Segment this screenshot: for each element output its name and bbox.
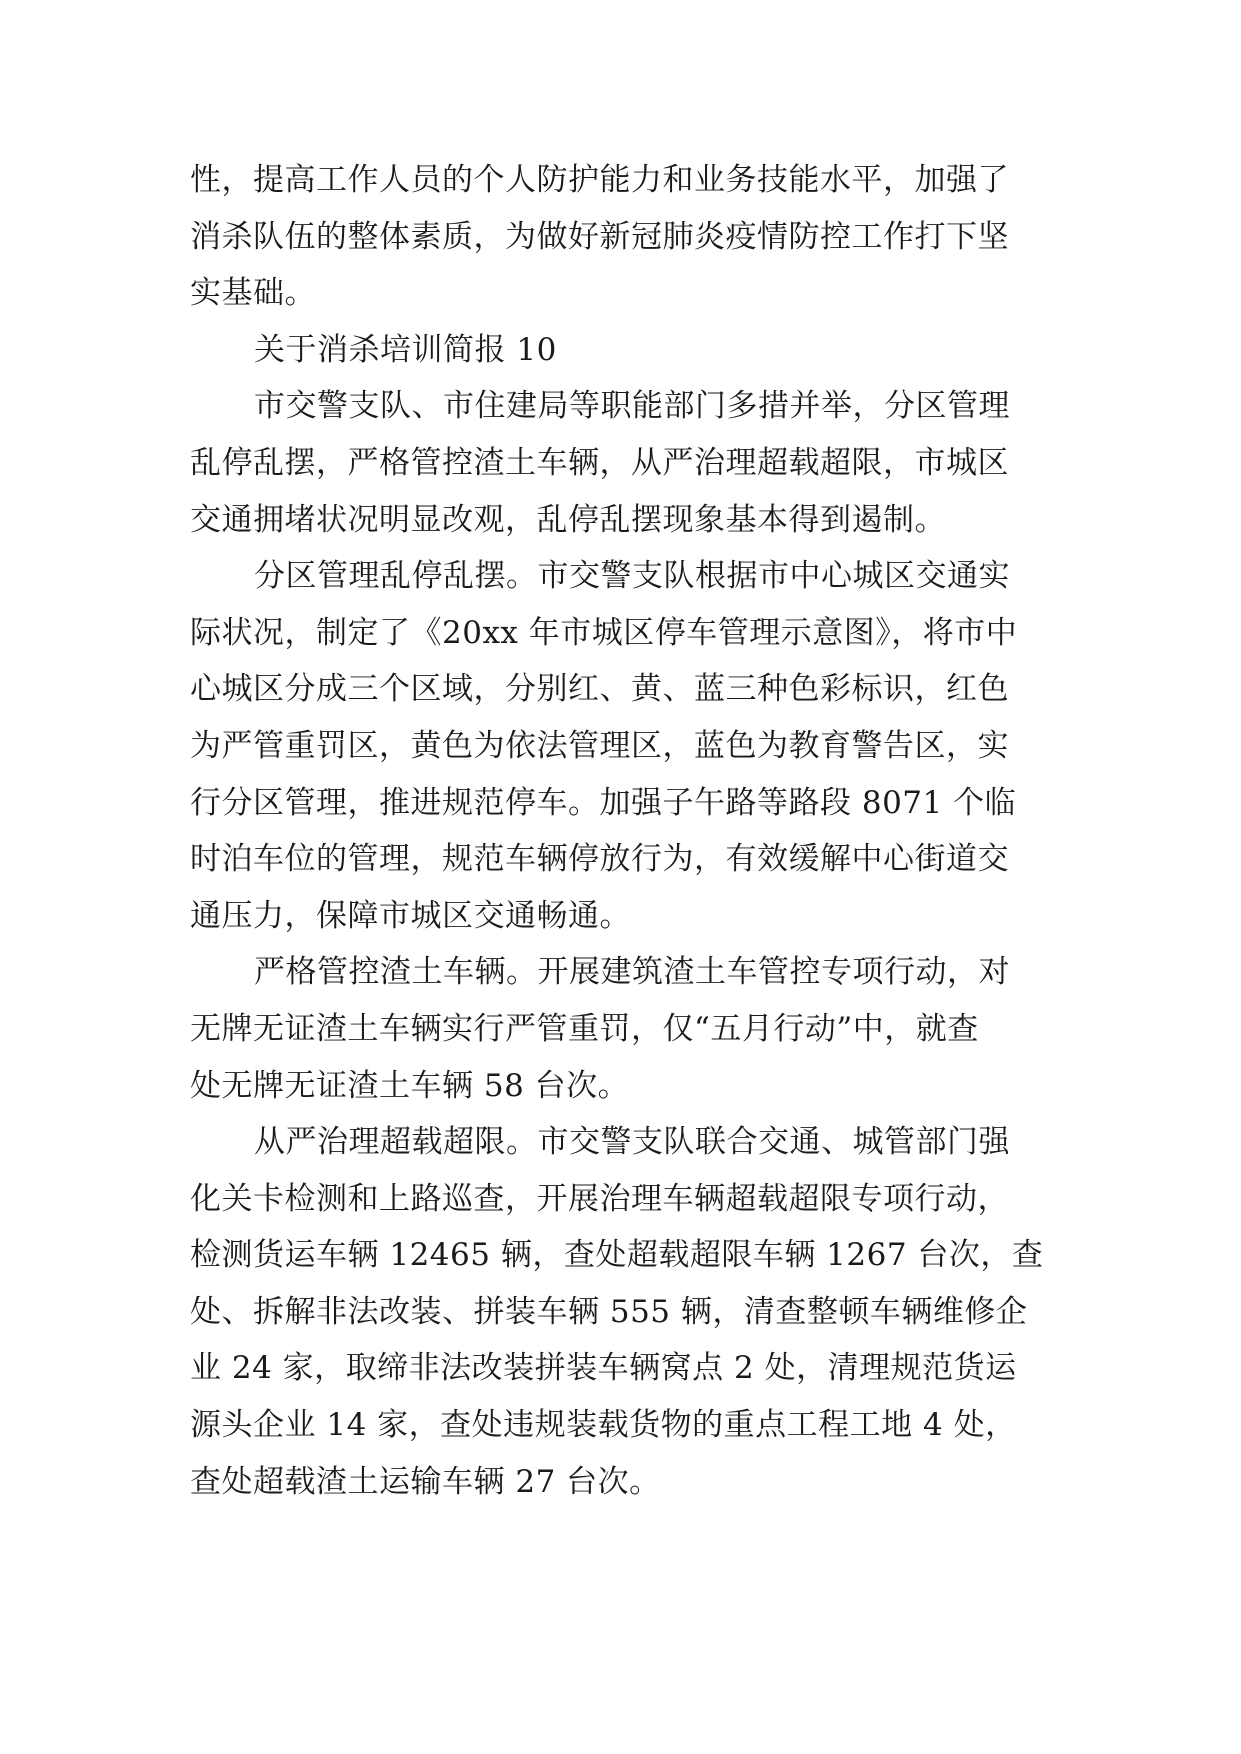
text-line: 通压力，保障市城区交通畅通。 — [190, 897, 631, 934]
paragraph-intro — [190, 378, 1050, 548]
text-line: 实基础。 — [190, 275, 316, 312]
text-line: 从严治理超载超限。市交警支队联合交通、城管部门强 — [254, 1124, 1010, 1161]
text-line: 乱停乱摆，严格管控渣土车辆，从严治理超载超限，市城区 — [190, 444, 1009, 481]
text-line: 业 24 家，取缔非法改装拼装车辆窝点 2 处，清理规范货运 — [190, 1350, 1017, 1387]
section-heading — [190, 322, 1050, 379]
text-line: 严格管控渣土车辆。开展建筑渣土车管控专项行动，对 — [254, 954, 1010, 991]
paragraph-overload — [190, 1114, 1050, 1510]
text-line: 时泊车位的管理，规范车辆停放行为，有效缓解中心街道交 — [190, 841, 1009, 878]
text-line: 处、拆解非法改装、拼装车辆 555 辆，清查整顿车辆维修企 — [190, 1293, 1028, 1330]
text-line: 无牌无证渣土车辆实行严管重罚，仅“五月行动”中，就查 — [190, 1010, 979, 1047]
text-line: 心城区分成三个区域，分别红、黄、蓝三种色彩标识，红色 — [190, 671, 1009, 708]
text-line: 化关卡检测和上路巡查，开展治理车辆超载超限专项行动， — [190, 1180, 1009, 1217]
text-line: 市交警支队、市住建局等职能部门多措并举，分区管理 — [254, 388, 1010, 425]
heading-text: 关于消杀培训简报 10 — [254, 331, 557, 368]
text-line: 性，提高工作人员的个人防护能力和业务技能水平，加强了 — [190, 162, 1009, 198]
text-line: 消杀队伍的整体素质，为做好新冠肺炎疫情防控工作打下坚 — [190, 218, 1009, 255]
text-line: 分区管理乱停乱摆。市交警支队根据市中心城区交通实 — [254, 558, 1010, 595]
paragraph-muck-trucks — [190, 944, 1050, 1114]
paragraph-continuation — [190, 152, 1050, 322]
text-line: 处无牌无证渣土车辆 58 台次。 — [190, 1067, 630, 1104]
text-line: 际状况，制定了《20xx 年市城区停车管理示意图》，将市中 — [190, 614, 1018, 651]
paragraph-zoned-parking — [190, 548, 1050, 944]
text-line: 检测货运车辆 12465 辆，查处超载超限车辆 1267 台次，查 — [190, 1237, 1044, 1274]
text-line: 查处超载渣土运输车辆 27 台次。 — [190, 1463, 661, 1500]
text-line: 行分区管理，推进规范停车。加强子午路等路段 8071 个临 — [190, 784, 1017, 821]
text-line: 源头企业 14 家，查处违规装载货物的重点工程工地 4 处， — [190, 1407, 1017, 1444]
text-line: 交通拥堵状况明显改观，乱停乱摆现象基本得到遏制。 — [190, 501, 946, 538]
text-line: 为严管重罚区，黄色为依法管理区，蓝色为教育警告区，实 — [190, 727, 1009, 764]
document-body — [190, 152, 1050, 1510]
